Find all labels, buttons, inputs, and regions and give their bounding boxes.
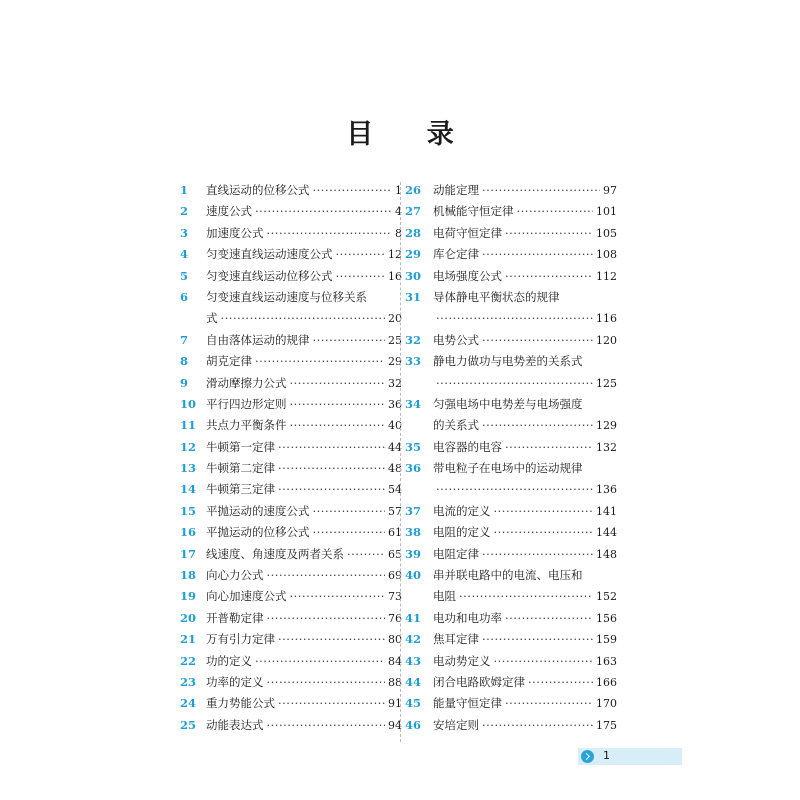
toc-entry-number: 13: [180, 461, 197, 476]
toc-entry-number: 18: [180, 568, 197, 583]
toc-entry-page: 163: [596, 654, 617, 668]
toc-entry-number: 21: [180, 632, 197, 647]
toc-entry-title: 功的定义: [206, 653, 252, 668]
toc-entry[interactable]: [180, 715, 402, 736]
toc-entry-title-continued: 式: [206, 311, 218, 326]
toc-entry-page: 32: [388, 376, 402, 390]
dot-leader: [528, 672, 593, 693]
dot-leader: [267, 565, 386, 586]
dot-leader: [336, 266, 386, 287]
toc-entry-page: 20: [388, 312, 402, 326]
toc-entry[interactable]: [180, 629, 402, 650]
toc-entry-page: 120: [596, 333, 617, 347]
dot-leader: [313, 330, 386, 351]
toc-entry-number: 19: [180, 589, 197, 604]
toc-entry-page: 8: [395, 226, 402, 240]
toc-entry-number: 17: [180, 546, 197, 561]
toc-entry-title: 导体静电平衡状态的规律: [433, 289, 560, 304]
toc-entry[interactable]: [405, 201, 617, 222]
toc-entry-title: 机械能守恒定律: [433, 204, 514, 219]
toc-entry-title: 串并联电路中的电流、电压和: [433, 568, 583, 583]
toc-entry[interactable]: [180, 330, 402, 351]
toc-entry-title: 动能定理: [433, 182, 479, 197]
toc-entry-title: 电荷守恒定律: [433, 225, 502, 240]
toc-entry-number: 8: [180, 354, 189, 369]
toc-entry-title-continued: 的关系式: [433, 418, 479, 433]
toc-entry-title: 牛顿第三定律: [206, 482, 275, 497]
toc-entry-number: 12: [180, 439, 197, 454]
toc-entry-number: 27: [405, 204, 422, 219]
toc-entry-number: 6: [180, 289, 189, 304]
toc-entry[interactable]: [405, 651, 617, 672]
toc-entry-number: 38: [405, 525, 422, 540]
toc-entry-number: 7: [180, 332, 189, 347]
toc-entry-title: 匀强电场中电势差与电场强度: [433, 396, 583, 411]
toc-entry-title: 速度公式: [206, 204, 252, 219]
toc-entry[interactable]: [405, 223, 617, 244]
toc-entry-page: 1: [395, 183, 402, 197]
toc-entry-title: 电阻定律: [433, 546, 479, 561]
toc-entry-title: 匀变速直线运动位移公式: [206, 268, 333, 283]
toc-entry[interactable]: [180, 544, 402, 565]
toc-entry[interactable]: [405, 501, 617, 522]
toc-entry[interactable]: [180, 693, 402, 714]
toc-entry-page: 141: [596, 504, 617, 518]
toc-entry-number: 25: [180, 717, 197, 732]
toc-entry[interactable]: [405, 351, 617, 394]
toc-entry[interactable]: [405, 544, 617, 565]
toc-entry-page: 166: [596, 675, 617, 689]
toc-entry-number: 16: [180, 525, 197, 540]
toc-entry[interactable]: [180, 651, 402, 672]
dot-leader: [517, 201, 594, 222]
toc-entry-title: 共点力平衡条件: [206, 418, 287, 433]
toc-entry-number: 2: [180, 204, 189, 219]
column-divider: [400, 182, 401, 742]
toc-entry-number: 22: [180, 653, 197, 668]
toc-entry[interactable]: [180, 351, 402, 372]
toc-entry-number: 40: [405, 568, 422, 583]
toc-entry-page: 108: [596, 248, 617, 262]
dot-leader: [313, 522, 386, 543]
toc-entry-title: 线速度、角速度及两者关系: [206, 546, 344, 561]
toc-entry-number: 4: [180, 247, 189, 262]
toc-entry-title: 胡克定律: [206, 354, 252, 369]
toc-entry[interactable]: [180, 672, 402, 693]
dot-leader: [255, 651, 385, 672]
toc-entry-number: 14: [180, 482, 197, 497]
dot-leader: [290, 394, 386, 415]
toc-entry-number: 33: [405, 354, 422, 369]
toc-entry-title: 电势公式: [433, 332, 479, 347]
toc-entry[interactable]: [405, 180, 617, 201]
toc-entry-page: 69: [388, 569, 402, 583]
toc-entry-page: 152: [596, 590, 617, 604]
toc-entry-number: 29: [405, 247, 422, 262]
dot-leader: [267, 223, 393, 244]
dot-leader: [255, 201, 392, 222]
toc-entry[interactable]: [405, 672, 617, 693]
toc-entry-number: 42: [405, 632, 422, 647]
toc-entry-page: 129: [596, 419, 617, 433]
toc-entry-number: 1: [180, 182, 189, 197]
toc-entry-number: 9: [180, 375, 189, 390]
toc-entry[interactable]: [405, 458, 617, 501]
toc-entry-number: 45: [405, 696, 422, 711]
dot-leader: [267, 715, 386, 736]
toc-entry-page: 80: [388, 633, 402, 647]
toc-entry-title: 牛顿第一定律: [206, 439, 275, 454]
toc-entry-page: 36: [388, 397, 402, 411]
toc-entry-title: 平行四边形定则: [206, 396, 287, 411]
toc-entry[interactable]: [180, 373, 402, 394]
toc-entry-number: 11: [180, 418, 197, 433]
toc-entry[interactable]: [405, 693, 617, 714]
toc-entry-page: 148: [596, 547, 617, 561]
toc-entry-page: 84: [388, 654, 402, 668]
dot-leader: [482, 415, 593, 436]
toc-entry[interactable]: [405, 266, 617, 287]
toc-entry-title: 加速度公式: [206, 225, 264, 240]
toc-entry-page: 116: [596, 312, 617, 326]
toc-entry[interactable]: [180, 608, 402, 629]
toc-entry-number: 28: [405, 225, 422, 240]
toc-entry-page: 12: [388, 248, 402, 262]
toc-entry-number: 26: [405, 182, 422, 197]
toc-entry-title: 安培定则: [433, 717, 479, 732]
toc-entry-title: 向心加速度公式: [206, 589, 287, 604]
toc-entry-page: 61: [388, 526, 402, 540]
dot-leader: [494, 522, 594, 543]
toc-entry-page: 175: [596, 718, 617, 732]
toc-entry[interactable]: [405, 437, 617, 458]
toc-entry[interactable]: [180, 522, 402, 543]
toc-entry-page: 16: [388, 269, 402, 283]
toc-entry[interactable]: [180, 501, 402, 522]
toc-entry-page: 94: [388, 718, 402, 732]
toc-entry-page: 156: [596, 611, 617, 625]
toc-entry-number: 10: [180, 396, 197, 411]
toc-entry[interactable]: [405, 394, 617, 437]
toc-entry[interactable]: [180, 415, 402, 436]
toc-entry-page: 97: [603, 183, 617, 197]
dot-leader: [255, 351, 385, 372]
dot-leader: [267, 608, 386, 629]
toc-entry-page: 65: [388, 547, 402, 561]
toc-entry-page: 159: [596, 633, 617, 647]
toc-entry-title: 库仑定律: [433, 247, 479, 262]
toc-entry-number: 44: [405, 674, 422, 689]
toc-entry-page: 101: [596, 205, 617, 219]
toc-entry-title: 电动势定义: [433, 653, 491, 668]
toc-entry[interactable]: [405, 287, 617, 330]
dot-leader: [336, 244, 386, 265]
toc-entry[interactable]: [180, 287, 402, 330]
dot-leader: [436, 308, 593, 329]
toc-entry-title: 动能表达式: [206, 717, 264, 732]
dot-leader: [459, 586, 593, 607]
toc-entry-number: 31: [405, 289, 422, 304]
toc-entry-page: 29: [388, 355, 402, 369]
page-title: 目 录: [346, 119, 476, 150]
toc-entry-number: 46: [405, 717, 422, 732]
toc-entry-title: 电阻的定义: [433, 525, 491, 540]
toc-entry[interactable]: [405, 244, 617, 265]
toc-entry-title: 匀变速直线运动速度与位移关系: [206, 289, 367, 304]
toc-entry-number: 24: [180, 696, 197, 711]
toc-entry[interactable]: [180, 479, 402, 500]
toc-entry[interactable]: [405, 629, 617, 650]
toc-right-column: [405, 180, 617, 736]
toc-entry-number: 36: [405, 461, 422, 476]
toc-entry-number: 20: [180, 610, 197, 625]
dot-leader: [290, 586, 386, 607]
dot-leader: [505, 608, 593, 629]
dot-leader: [221, 308, 386, 329]
dot-leader: [505, 223, 593, 244]
toc-entry-page: 40: [388, 419, 402, 433]
toc-entry-page: 112: [596, 269, 617, 283]
toc-entry-title: 电功和电功率: [433, 610, 502, 625]
dot-leader: [278, 458, 385, 479]
toc-entry[interactable]: [180, 201, 402, 222]
toc-entry[interactable]: [405, 608, 617, 629]
toc-entry-number: 41: [405, 610, 422, 625]
toc-entry-page: 132: [596, 440, 617, 454]
dot-leader: [347, 544, 385, 565]
dot-leader: [482, 715, 593, 736]
dot-leader: [436, 373, 593, 394]
toc-entry-title: 带电粒子在电场中的运动规律: [433, 461, 583, 476]
dot-leader: [494, 501, 594, 522]
dot-leader: [482, 180, 600, 201]
toc-entry-title: 电容器的电容: [433, 439, 502, 454]
toc-entry-page: 44: [388, 440, 402, 454]
toc-entry-number: 30: [405, 268, 422, 283]
toc-entry[interactable]: [180, 244, 402, 265]
dot-leader: [278, 479, 385, 500]
toc-entry[interactable]: [180, 565, 402, 586]
toc-entry-page: 170: [596, 697, 617, 711]
dot-leader: [505, 437, 593, 458]
dot-leader: [505, 693, 593, 714]
toc-entry-title: 静电力做功与电势差的关系式: [433, 354, 583, 369]
toc-entry-page: 91: [388, 697, 402, 711]
toc-entry[interactable]: [180, 437, 402, 458]
dot-leader: [313, 501, 386, 522]
toc-entry-page: 144: [596, 526, 617, 540]
toc-entry-title: 匀变速直线运动速度公式: [206, 247, 333, 262]
toc-entry-number: 37: [405, 503, 422, 518]
toc-entry-title: 平抛运动的速度公式: [206, 503, 310, 518]
dot-leader: [278, 693, 385, 714]
toc-entry-title: 万有引力定律: [206, 632, 275, 647]
dot-leader: [278, 437, 385, 458]
toc-entry-page: 4: [395, 205, 402, 219]
toc-entry[interactable]: [405, 522, 617, 543]
chevron-right-icon: [581, 750, 594, 763]
toc-entry-number: 34: [405, 396, 422, 411]
toc-entry-number: 35: [405, 439, 422, 454]
toc-entry[interactable]: [180, 586, 402, 607]
toc-entry[interactable]: [405, 330, 617, 351]
toc-entry[interactable]: [180, 394, 402, 415]
toc-entry-page: 136: [596, 483, 617, 497]
toc-entry[interactable]: [180, 458, 402, 479]
toc-entry-title: 能量守恒定律: [433, 696, 502, 711]
toc-entry-number: 3: [180, 225, 189, 240]
toc-entry-number: 23: [180, 674, 197, 689]
toc-entry[interactable]: [180, 266, 402, 287]
toc-entry-page: 76: [388, 611, 402, 625]
toc-entry-page: 125: [596, 376, 617, 390]
toc-entry-page: 73: [388, 590, 402, 604]
dot-leader: [482, 330, 593, 351]
dot-leader: [494, 651, 594, 672]
dot-leader: [290, 415, 386, 436]
dot-leader: [313, 180, 393, 201]
toc-entry-title: 滑动摩擦力公式: [206, 375, 287, 390]
toc-entry-number: 32: [405, 332, 422, 347]
toc-entry-title: 重力势能公式: [206, 696, 275, 711]
toc-entry[interactable]: [405, 565, 617, 608]
toc-entry-title: 焦耳定律: [433, 632, 479, 647]
toc-entry-title: 向心力公式: [206, 568, 264, 583]
toc-entry-title: 电流的定义: [433, 503, 491, 518]
toc-entry[interactable]: [180, 223, 402, 244]
toc-entry-title-continued: 电阻: [433, 589, 456, 604]
toc-entry-page: 57: [388, 504, 402, 518]
toc-entry[interactable]: [180, 180, 402, 201]
page-number: 1: [603, 749, 610, 762]
dot-leader: [267, 672, 386, 693]
toc-entry-number: 39: [405, 546, 422, 561]
toc-entry-title: 牛顿第二定律: [206, 461, 275, 476]
toc-entry-title: 平抛运动的位移公式: [206, 525, 310, 540]
dot-leader: [290, 373, 386, 394]
toc-entry-title: 自由落体运动的规律: [206, 332, 310, 347]
toc-entry-title: 功率的定义: [206, 674, 264, 689]
toc-entry-title: 闭合电路欧姆定律: [433, 674, 525, 689]
toc-entry-page: 25: [388, 333, 402, 347]
dot-leader: [482, 629, 593, 650]
toc-entry-page: 54: [388, 483, 402, 497]
dot-leader: [436, 479, 593, 500]
toc-entry-title: 开普勒定律: [206, 610, 264, 625]
toc-entry-page: 105: [596, 226, 617, 240]
dot-leader: [278, 629, 385, 650]
toc-entry-number: 43: [405, 653, 422, 668]
toc-entry-page: 88: [388, 675, 402, 689]
toc-left-column: [180, 180, 402, 736]
dot-leader: [482, 244, 593, 265]
dot-leader: [505, 266, 593, 287]
toc-entry-title: 电场强度公式: [433, 268, 502, 283]
dot-leader: [482, 544, 593, 565]
toc-entry[interactable]: [405, 715, 617, 736]
toc-entry-number: 5: [180, 268, 189, 283]
toc-entry-page: 48: [388, 462, 402, 476]
toc-entry-title: 直线运动的位移公式: [206, 182, 310, 197]
toc-entry-number: 15: [180, 503, 197, 518]
